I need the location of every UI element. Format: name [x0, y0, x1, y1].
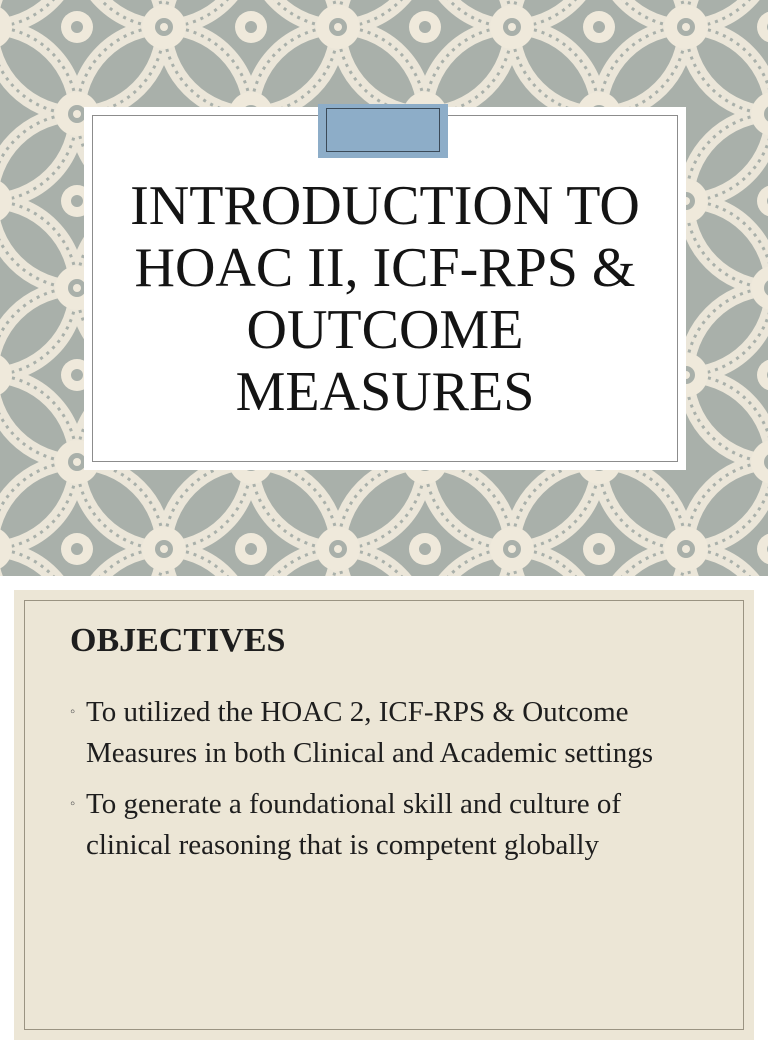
objectives-list	[70, 692, 710, 876]
title-card	[84, 107, 686, 470]
title-card-border	[92, 115, 678, 462]
objectives-card	[14, 590, 754, 1040]
objective-text: To utilized the HOAC 2, ICF-RPS & Outcome Measures in both Clinical and Academic settings	[86, 696, 653, 769]
list-item	[70, 784, 710, 866]
title-tab-border	[326, 108, 440, 152]
slide-gap	[0, 576, 768, 588]
objectives-slide	[0, 588, 768, 1024]
objective-text: To generate a foundational skill and culture of clinical reasoning that is competent globally	[86, 788, 622, 861]
bullet-circle-icon: ◦	[70, 796, 76, 812]
slide-title: INTRODUCTION TO HOAC II, ICF-RPS & OUTCOME MEASURES	[130, 174, 640, 423]
title-tab-accent	[318, 104, 448, 158]
list-item	[70, 692, 710, 774]
objectives-heading: OBJECTIVES	[70, 622, 286, 659]
bullet-circle-icon: ◦	[70, 704, 76, 720]
